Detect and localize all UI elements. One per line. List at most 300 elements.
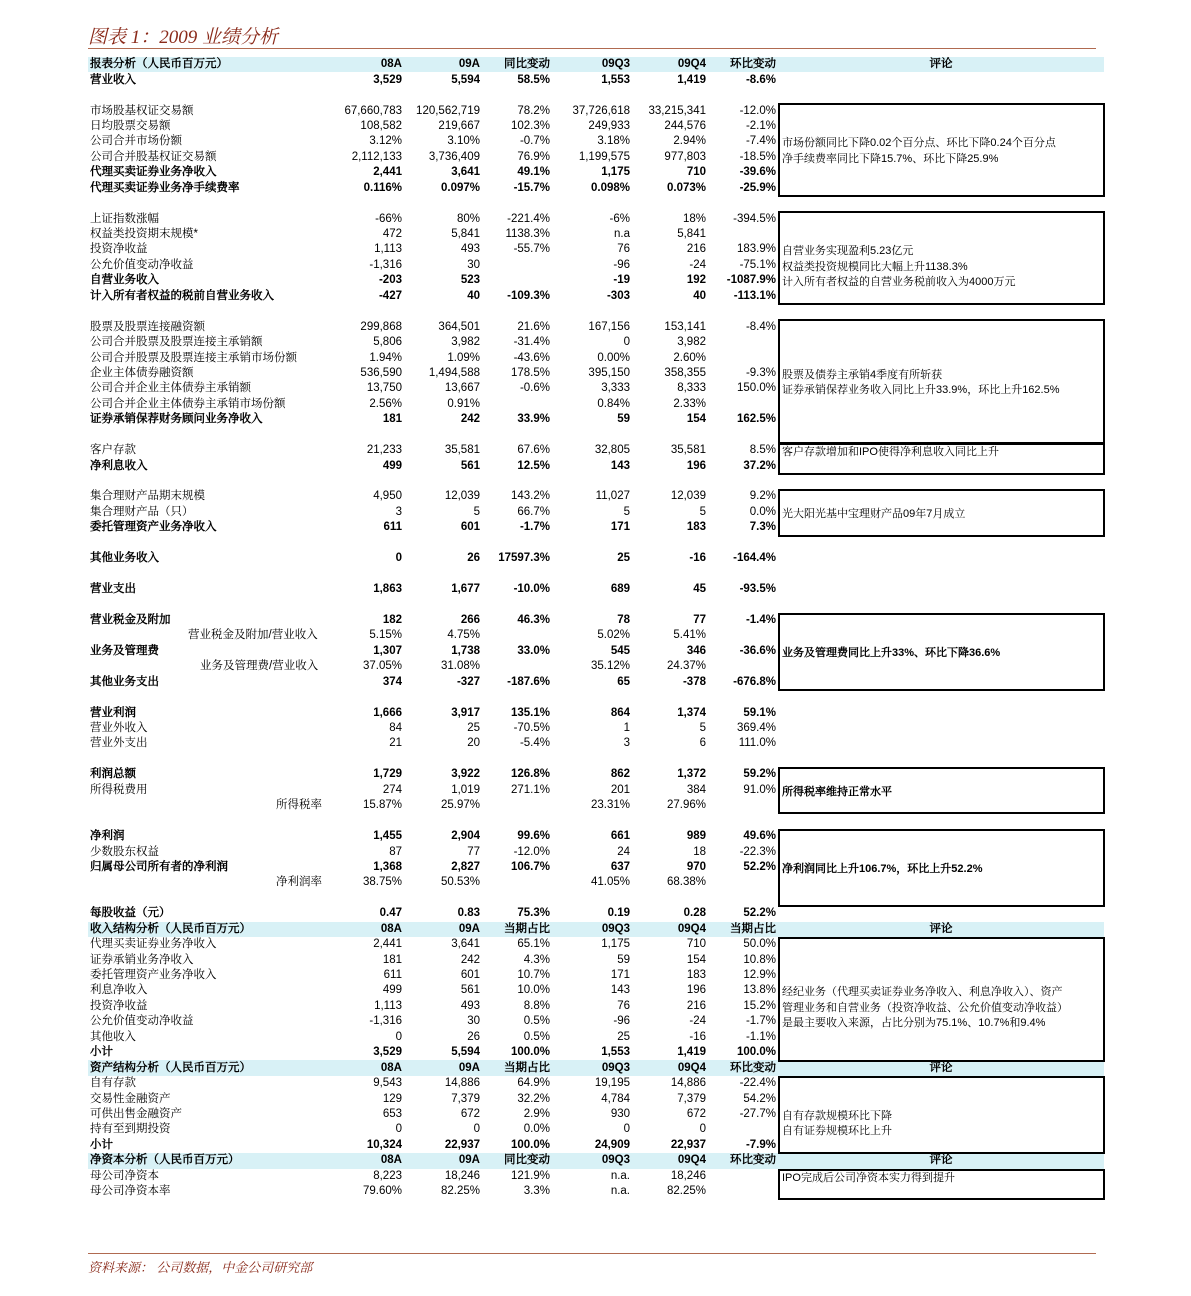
value-09q3: 1 [623,722,630,735]
value-09a: 3,641 [451,938,480,951]
value-09q4: 384 [686,783,706,796]
empty-cell [336,597,404,612]
empty-cell [482,813,552,828]
comment-line: 是最主要收入来源，占比分别为75.1%、10.7%和9.4% [782,1017,1046,1030]
value-09a: 3,641 [451,166,480,179]
empty-cell [336,88,404,103]
column-header: 当期占比 [482,1060,552,1075]
value-09q4: 216 [686,243,706,256]
empty-cell [552,536,632,551]
empty-cell [88,88,336,103]
row-label: 委托管理资产业务净收入 [90,969,217,982]
empty-cell [632,752,708,767]
empty-cell [404,597,482,612]
column-header: 环比变动 [708,1060,778,1075]
comment-cell [778,1169,1104,1184]
value-09q3: 1,199,575 [578,150,630,163]
qoq-change: 59.2% [743,768,776,781]
table-row [88,1169,1104,1184]
value-09q4: 45 [693,583,706,596]
section-title: 资产结构分析（人民币百万元） [88,1060,336,1075]
empty-cell [552,196,632,211]
value-08a: 0 [395,1123,402,1136]
value-09q3: 5 [623,505,630,518]
qoq-change: 59.1% [743,706,776,719]
row-label: 所得税费用 [90,783,148,796]
yoy-change: 0.0% [523,1123,550,1136]
yoy-change: 78.2% [517,104,550,117]
comment-line: IPO完成后公司净资本实力得到提升 [782,1171,955,1184]
comment-cell [778,412,1104,427]
value-09q4: 1,419 [677,1046,706,1059]
qoq-change: 91.0% [743,783,776,796]
qoq-change: 162.5% [736,413,776,426]
value-09q3: 59 [617,413,630,426]
value-09q3: 0.19 [607,907,630,920]
value-09a: 2,904 [451,830,480,843]
section-title: 净资本分析（人民币百万元） [88,1153,336,1168]
value-09a: 601 [460,969,480,982]
value-09q4: 33,215,341 [648,104,706,117]
comment-line: 权益类投资规模同比大幅上升1138.3% [782,260,968,273]
value-08a: 1,666 [373,706,402,719]
empty-cell [88,690,336,705]
value-09q3: 171 [610,969,630,982]
value-09q3: -303 [606,289,630,302]
table-row [88,119,1104,134]
table-row [88,983,1104,998]
value-08a: 4,950 [373,490,402,503]
column-header: 09Q4 [632,922,708,937]
empty-cell [632,88,708,103]
value-09q3: 143 [610,459,630,472]
comment-cell [778,1076,1104,1138]
value-08a: 9,543 [373,1077,402,1090]
value-09a: 31.08% [440,660,480,673]
empty-cell [708,428,778,443]
value-09q3: 864 [610,706,630,719]
value-09a: 30 [467,1015,480,1028]
value-09q3: n.a. [610,1169,630,1182]
value-08a: 299,868 [360,320,402,333]
yoy-change: 8.8% [523,999,550,1012]
value-09q4: 82.25% [666,1185,706,1198]
column-header: 09A [404,57,482,72]
empty-cell [708,196,778,211]
value-08a: 536,590 [360,366,402,379]
yoy-change [482,628,552,643]
table-row [88,582,1104,597]
value-09q4: 7,379 [677,1092,706,1105]
empty-cell [708,891,778,906]
comment-cell [778,798,1104,813]
value-09q4: 710 [686,166,706,179]
value-08a: 611 [383,521,402,534]
table-row [88,783,1104,798]
empty-cell [482,304,552,319]
value-09q3: 1,175 [601,938,630,951]
comment-cell [778,1045,1104,1060]
empty-cell [632,566,708,581]
spacer-row [88,813,1104,828]
empty-cell [482,566,552,581]
empty-cell [88,536,336,551]
comment-cell [778,319,1104,397]
comment-cell [778,273,1104,288]
value-09q3: -96 [613,258,630,271]
comment-cell [778,458,1104,473]
bottom-divider [88,1253,1096,1254]
table-row [88,1076,1104,1091]
value-09q3: 3 [623,737,630,750]
yoy-change: -0.6% [519,382,550,395]
comment-cell [778,242,1104,257]
empty-cell [552,891,632,906]
value-09a: 40 [467,289,480,302]
value-08a: 499 [382,984,402,997]
empty-cell [404,196,482,211]
value-09q3: 19,195 [594,1077,630,1090]
table-row [88,875,1104,890]
table-row [88,150,1104,165]
empty-cell [778,813,1104,828]
empty-cell [404,428,482,443]
value-09q4: 12,039 [670,490,706,503]
comment-cell [778,103,1104,165]
value-09q4: 18% [682,212,706,225]
yoy-change: -70.5% [513,722,550,735]
row-label: 利润总额 [90,768,136,781]
value-08a: 1,368 [373,860,402,873]
comment-cell [778,906,1104,921]
comment-cell [778,211,1104,289]
value-09a: 5,594 [451,73,480,86]
empty-cell [482,597,552,612]
qoq-change: -25.9% [739,181,776,194]
value-09q4: -24 [689,1015,706,1028]
value-08a: 3 [395,505,402,518]
qoq-change: -1.7% [745,1015,776,1028]
row-label: 自营业务收入 [90,274,159,287]
value-09q3: 167,156 [588,320,630,333]
row-label: 公司合并企业主体债券主承销额 [90,382,251,395]
qoq-change [708,335,778,350]
table-row [88,134,1104,149]
comment-cell [778,644,1104,659]
yoy-change: 33.0% [517,644,550,657]
yoy-change: -5.4% [519,737,550,750]
value-09a: 1,019 [451,783,480,796]
qoq-change [708,350,778,365]
empty-cell [404,690,482,705]
yoy-change [482,875,552,890]
row-label: 业务及管理费/营业收入 [200,660,319,673]
yoy-change: -0.7% [519,135,550,148]
comment-cell [778,1138,1104,1153]
value-09a: 80% [456,212,480,225]
empty-cell [552,304,632,319]
row-label: 代理买卖证券业务净收入 [90,166,217,179]
empty-cell [404,88,482,103]
comment-cell [778,721,1104,736]
comment-line: 客户存款增加和IPO使得净利息收入同比上升 [782,445,999,458]
yoy-change: 10.7% [517,969,550,982]
empty-cell [336,891,404,906]
value-09a: 493 [460,243,480,256]
qoq-change: 37.2% [743,459,776,472]
row-label: 企业主体债券融资额 [90,366,194,379]
value-09q4: -24 [689,258,706,271]
value-09q3: 4,784 [601,1092,630,1105]
value-09q3: 661 [610,830,630,843]
qoq-change: -12.0% [739,104,776,117]
empty-cell [708,597,778,612]
table-row [88,705,1104,720]
value-08a: 1,113 [374,243,402,256]
qoq-change: -93.5% [739,583,776,596]
empty-cell [552,428,632,443]
qoq-change: -8.6% [745,73,776,86]
value-08a: 374 [382,675,402,688]
comment-line: 净手续费率同比下降15.7%、环比下降25.9% [782,152,999,165]
value-09a: 22,937 [444,1138,480,1151]
empty-cell [552,690,632,705]
value-09a: 1.09% [447,351,480,364]
empty-cell [778,196,1104,211]
value-09a: 2,827 [451,860,480,873]
comment-cell [778,489,1104,520]
comment-cell [778,366,1104,381]
row-label: 计入所有者权益的税前自营业务收入 [90,289,274,302]
yoy-change: 135.1% [510,706,550,719]
comment-line: 市场份额同比下降0.02个百分点、环比下降0.24个百分点 [782,137,1056,150]
value-09q3: n.a. [610,1185,630,1198]
yoy-change: 49.1% [517,166,550,179]
value-09q3: 25 [617,1030,630,1043]
spacer-row [88,690,1104,705]
value-08a: 2,112,133 [351,150,402,163]
value-09q4: 672 [686,1107,706,1120]
qoq-change [708,1184,778,1199]
row-label: 委托管理资产业务净收入 [90,521,217,534]
yoy-change: -15.7% [513,181,550,194]
comment-cell [778,1122,1104,1137]
table-row [88,335,1104,350]
value-09q3: 637 [610,860,630,873]
column-header: 环比变动 [708,57,778,72]
value-09a: 242 [460,953,480,966]
value-09q3: 24,909 [594,1138,630,1151]
value-09a: 26 [467,1030,480,1043]
table-row [88,675,1104,690]
qoq-change: 150.0% [736,382,776,395]
value-09a: 0.097% [440,181,480,194]
qoq-change: -75.1% [739,258,776,271]
yoy-change: -12.0% [513,845,550,858]
comment-cell [778,181,1104,196]
row-label: 所得税率 [276,799,322,812]
value-08a: 2.56% [369,397,402,410]
empty-cell [482,536,552,551]
table-row [88,860,1104,875]
value-08a: 8,223 [373,1169,402,1182]
comment-line: 光大阳光基中宝理财产品09年7月成立 [782,507,966,520]
value-08a: 181 [382,953,402,966]
value-09q4: -16 [689,552,706,565]
comment-cell [778,165,1104,180]
value-09q4: 346 [686,644,706,657]
row-label: 营业利润 [90,706,136,719]
table-row [88,644,1104,659]
comment-cell [778,150,1104,165]
yoy-change: 143.2% [510,490,550,503]
row-label: 日均股票交易额 [90,119,171,132]
value-08a: 3.12% [369,135,402,148]
row-label: 营业收入 [90,73,136,86]
value-08a: -66% [375,212,402,225]
empty-cell [708,536,778,551]
yoy-change: 271.1% [510,783,550,796]
value-09q4: 154 [686,953,706,966]
row-label: 代理买卖证券业务净收入 [90,938,217,951]
qoq-change: -39.6% [739,166,776,179]
value-09a: 672 [460,1107,480,1120]
yoy-change [482,659,552,674]
comment-cell [778,767,1104,798]
yoy-change: 0.5% [523,1030,550,1043]
value-08a: 611 [383,969,402,982]
qoq-change: 9.2% [749,490,776,503]
value-08a: 472 [382,228,402,241]
value-09q3: 5.02% [597,629,630,642]
value-09a: 120,562,719 [416,104,480,117]
spacer-row [88,88,1104,103]
empty-cell [88,566,336,581]
value-09q4: 183 [686,521,706,534]
yoy-change: 4.3% [523,953,550,966]
empty-cell [336,428,404,443]
value-09a: 25.97% [440,799,480,812]
row-label: 公司合并股基权证交易额 [90,150,217,163]
value-09a: 35,581 [444,444,480,457]
comment-cell [778,783,1104,798]
value-09q3: 0.098% [590,181,630,194]
value-09a: 3,982 [451,336,480,349]
yoy-change: 67.6% [517,444,550,457]
value-09a: 561 [460,984,480,997]
value-09q3: 59 [617,953,630,966]
qoq-change: 15.2% [743,999,776,1012]
row-label: 公允价值变动净收益 [90,258,194,271]
value-08a: 67,660,783 [344,104,402,117]
value-09a: 5,594 [451,1046,480,1059]
row-label: 集合理财产品（只） [90,505,194,518]
qoq-change [708,227,778,242]
value-09q3: 1,553 [601,1046,630,1059]
value-09a: 3.10% [447,135,480,148]
table-row [88,397,1104,412]
table-row [88,103,1104,118]
value-09q4: 1,372 [677,768,706,781]
value-08a: -1,316 [369,258,402,271]
comment-line: 证券承销保荐业务收入同比上升33.9%，环比上升162.5% [782,384,1060,397]
qoq-change: 100.0% [736,1046,776,1059]
value-09a: 219,667 [438,119,480,132]
value-08a: 1,307 [373,644,402,657]
comment-line: 经纪业务（代理买卖证券业务净收入、利息净收入）、资产 [782,986,1063,999]
empty-cell [336,304,404,319]
spacer-row [88,196,1104,211]
empty-cell [632,428,708,443]
comment-cell [778,1091,1104,1106]
column-header: 当期占比 [708,922,778,937]
qoq-change [708,875,778,890]
empty-cell [482,474,552,489]
column-header: 08A [336,1153,404,1168]
row-label: 其他业务收入 [90,552,159,565]
value-09q4: 27.96% [666,799,706,812]
value-09a: 50.53% [440,876,480,889]
empty-cell [336,566,404,581]
value-09q3: 395,150 [588,366,630,379]
spacer-row [88,304,1104,319]
qoq-change [708,1169,778,1184]
value-09a: 5 [473,505,480,518]
comment-cell [778,628,1104,643]
table-row [88,1014,1104,1029]
comment-cell [778,582,1104,597]
value-09q3: 0.00% [597,351,630,364]
comment-cell [778,289,1104,304]
value-09q4: 0.28 [683,907,706,920]
value-08a: 84 [389,722,402,735]
empty-cell [482,428,552,443]
comment-cell [778,1030,1104,1045]
table-row [88,489,1104,504]
table-row [88,1045,1104,1060]
comment-header: 评论 [778,1153,1104,1168]
spacer-row [88,752,1104,767]
value-09a: 493 [460,999,480,1012]
row-label: 营业支出 [90,583,136,596]
spacer-row [88,566,1104,581]
row-label: 代理买卖证券业务净手续费率 [90,181,240,194]
qoq-change: -7.4% [745,135,776,148]
value-09a: 5,841 [451,228,480,241]
row-label: 投资净收益 [90,243,148,256]
value-09q3: 201 [610,783,630,796]
table-row [88,829,1104,844]
table-row [88,1122,1104,1137]
row-label: 股票及股票连接融资额 [90,320,205,333]
qoq-change: 12.9% [743,969,776,982]
value-08a: 38.75% [362,876,402,889]
comment-header: 评论 [778,1060,1104,1075]
empty-cell [336,474,404,489]
comment-line: 自有存款规模环比下降 [782,1109,892,1122]
value-09q3: 35.12% [590,660,630,673]
yoy-change: -109.3% [507,289,550,302]
value-09q4: 989 [686,830,706,843]
comment-cell [778,875,1104,890]
row-label: 营业外收入 [90,722,148,735]
comment-cell [778,227,1104,242]
value-09q3: 24 [617,845,630,858]
value-09q4: 77 [693,613,706,626]
value-09q3: 3,333 [601,382,630,395]
qoq-change: -394.5% [733,212,776,225]
table-row [88,443,1104,458]
